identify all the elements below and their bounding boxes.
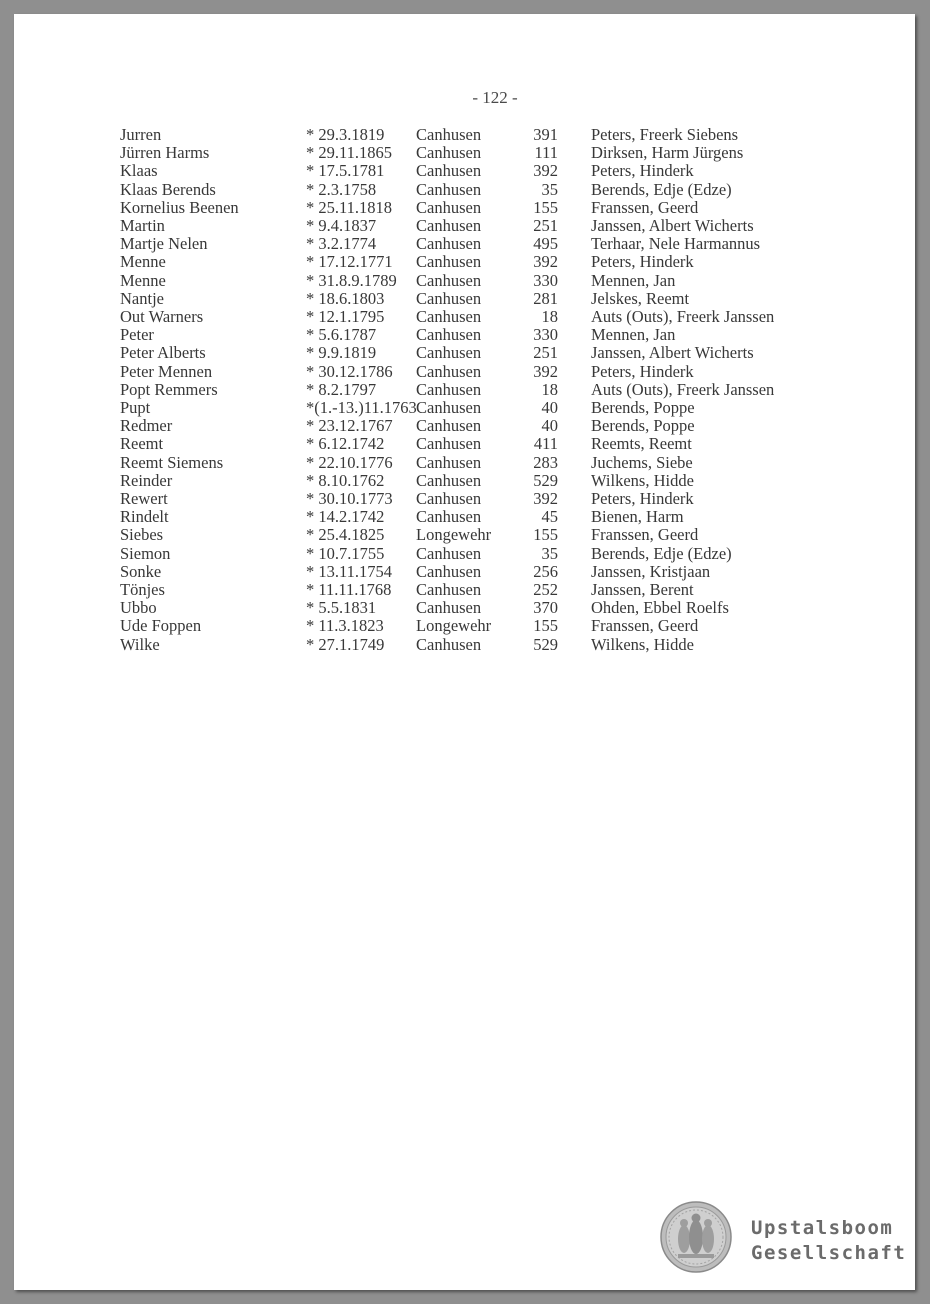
entry-parent: Peters, Hinderk — [591, 489, 694, 508]
entry-parent: Janssen, Albert Wicherts — [591, 216, 754, 235]
entry-name: Ude Foppen — [120, 616, 202, 636]
entry-place: Canhusen — [416, 361, 482, 381]
entry-parent: Franssen, Geerd — [591, 616, 699, 636]
entry-parent: Peters, Hinderk — [591, 361, 694, 381]
entry-parent: Berends, Edje (Edze) — [591, 179, 732, 199]
entry-parent: Berends, Poppe — [591, 398, 695, 417]
entry-parent: Janssen, Berent — [591, 580, 694, 599]
entry-number: 40 — [541, 416, 558, 436]
entry-date: * 8.10.1762 — [306, 470, 385, 490]
entry-name: Kornelius Beenen — [120, 197, 239, 217]
entry-row — [14, 399, 915, 417]
entry-date: * 13.11.1754 — [306, 561, 393, 581]
entry-parent: Auts (Outs), Freerk Janssen — [591, 307, 775, 326]
entry-number: 391 — [533, 125, 558, 144]
entry-place: Canhusen — [416, 561, 482, 581]
entry-number: 392 — [533, 161, 558, 181]
entry-date: * 9.4.1837 — [306, 216, 377, 235]
entry-parent: Juchems, Siebe — [591, 452, 693, 472]
entry-name: Klaas — [120, 161, 158, 181]
entry-date: * 25.11.1818 — [306, 197, 393, 217]
entry-parent: Janssen, Albert Wicherts — [591, 343, 754, 363]
entry-number: 529 — [533, 634, 558, 654]
entry-row — [14, 472, 915, 490]
entry-row — [14, 162, 915, 180]
entry-name: Jurren — [120, 125, 162, 144]
entry-number: 111 — [534, 143, 558, 163]
entry-name: Out Warners — [120, 307, 204, 326]
entry-name: Redmer — [120, 416, 173, 436]
entry-parent: Reemts, Reemt — [591, 434, 692, 454]
entry-parent: Berends, Poppe — [591, 416, 695, 436]
entry-name: Rewert — [120, 489, 168, 508]
entry-row — [14, 272, 915, 290]
entry-row — [14, 235, 915, 253]
entry-number: 252 — [533, 580, 558, 599]
entry-date: * 14.2.1742 — [306, 507, 385, 527]
entry-name: Popt Remmers — [120, 379, 218, 399]
entry-row — [14, 417, 915, 435]
entry-place: Canhusen — [416, 398, 482, 417]
entry-place: Canhusen — [416, 288, 482, 308]
entry-parent: Berends, Edje (Edze) — [591, 543, 732, 563]
entry-name: Rindelt — [120, 507, 169, 527]
entry-number: 251 — [533, 343, 558, 363]
entry-place: Canhusen — [416, 489, 482, 508]
entry-row — [14, 563, 915, 581]
entry-name: Peter Alberts — [120, 343, 206, 363]
entry-place: Canhusen — [416, 434, 482, 454]
entry-number: 392 — [533, 489, 558, 508]
entry-parent: Janssen, Kristjaan — [591, 561, 711, 581]
entry-date: * 10.7.1755 — [306, 543, 385, 563]
entry-name: Siemon — [120, 543, 171, 563]
seal-icon — [660, 1201, 732, 1273]
entry-place: Canhusen — [416, 270, 482, 290]
entry-place: Canhusen — [416, 507, 482, 527]
entry-name: Siebes — [120, 525, 164, 545]
entry-row — [14, 363, 915, 381]
entry-number: 155 — [533, 197, 558, 217]
entry-parent: Dirksen, Harm Jürgens — [591, 143, 744, 163]
entry-row — [14, 181, 915, 199]
entry-parent: Franssen, Geerd — [591, 525, 699, 545]
entry-date: * 2.3.1758 — [306, 179, 377, 199]
entry-row — [14, 381, 915, 399]
entry-date: * 29.3.1819 — [306, 125, 385, 144]
entry-number: 251 — [533, 216, 558, 235]
entry-name: Peter Mennen — [120, 361, 213, 381]
entry-parent: Ohden, Ebbel Roelfs — [591, 598, 729, 618]
entry-number: 45 — [541, 507, 558, 527]
society-name — [751, 1216, 906, 1266]
entry-place: Canhusen — [416, 197, 482, 217]
document-page — [14, 14, 915, 1290]
entry-date: * 11.3.1823 — [306, 616, 384, 636]
entry-number: 392 — [533, 361, 558, 381]
entry-name: Tönjes — [120, 580, 165, 599]
society-name-line1: Upstalsboom — [751, 1217, 894, 1239]
entry-date: * 9.9.1819 — [306, 343, 377, 363]
entry-parent: Jelskes, Reemt — [591, 288, 690, 308]
entry-name: Menne — [120, 252, 166, 272]
entry-parent: Peters, Freerk Siebens — [591, 125, 739, 144]
entry-parent: Wilkens, Hidde — [591, 634, 694, 654]
entry-number: 35 — [541, 179, 558, 199]
entry-number: 330 — [533, 325, 558, 345]
entry-date: * 3.2.1774 — [306, 234, 377, 254]
entry-name: Ubbo — [120, 598, 157, 618]
entry-date: * 30.10.1773 — [306, 489, 393, 508]
entry-number: 35 — [541, 543, 558, 563]
entry-name: Martin — [120, 216, 165, 235]
entry-place: Canhusen — [416, 125, 482, 144]
society-name-line2: Gesellschaft — [751, 1242, 907, 1264]
entry-place: Canhusen — [416, 161, 482, 181]
entry-place: Canhusen — [416, 634, 482, 654]
entry-place: Canhusen — [416, 452, 482, 472]
entry-row — [14, 508, 915, 526]
entry-number: 18 — [541, 379, 558, 399]
entry-date: * 6.12.1742 — [306, 434, 385, 454]
entry-number: 495 — [533, 234, 558, 254]
entry-date: *(1.-13.)11.1763 — [306, 398, 417, 417]
entry-row — [14, 126, 915, 144]
entry-date: * 17.12.1771 — [306, 252, 393, 272]
entry-parent: Auts (Outs), Freerk Janssen — [591, 379, 775, 399]
entry-number: 281 — [533, 288, 558, 308]
entry-number: 529 — [533, 470, 558, 490]
entry-parent: Wilkens, Hidde — [591, 470, 694, 490]
entry-parent: Peters, Hinderk — [591, 161, 694, 181]
entry-number: 392 — [533, 252, 558, 272]
entry-place: Canhusen — [416, 216, 482, 235]
entry-row — [14, 253, 915, 271]
entry-date: * 11.11.1768 — [306, 580, 392, 599]
entry-number: 18 — [541, 307, 558, 326]
entry-row — [14, 199, 915, 217]
entry-place: Canhusen — [416, 543, 482, 563]
entry-place: Canhusen — [416, 470, 482, 490]
entry-date: * 5.6.1787 — [306, 325, 377, 345]
entry-row — [14, 308, 915, 326]
entry-place: Canhusen — [416, 234, 482, 254]
entry-name: Sonke — [120, 561, 162, 581]
entry-row — [14, 326, 915, 344]
entry-parent: Franssen, Geerd — [591, 197, 699, 217]
entry-row — [14, 636, 915, 654]
entry-parent: Terhaar, Nele Harmannus — [591, 234, 761, 254]
entry-number: 155 — [533, 525, 558, 545]
entry-place: Canhusen — [416, 416, 482, 436]
entry-place: Canhusen — [416, 143, 482, 163]
entry-number: 330 — [533, 270, 558, 290]
entry-place: Canhusen — [416, 598, 482, 618]
entry-date: * 8.2.1797 — [306, 379, 377, 399]
entry-name: Reemt — [120, 434, 164, 454]
entry-row — [14, 435, 915, 453]
entry-name: Nantje — [120, 288, 164, 308]
entry-number: 370 — [533, 598, 558, 618]
entry-date: * 30.12.1786 — [306, 361, 393, 381]
entry-date: * 25.4.1825 — [306, 525, 385, 545]
entry-row — [14, 144, 915, 162]
entry-name: Klaas Berends — [120, 179, 216, 199]
entry-number: 283 — [533, 452, 558, 472]
entry-date: * 23.12.1767 — [306, 416, 393, 436]
entry-place: Canhusen — [416, 325, 482, 345]
entry-date: * 5.5.1831 — [306, 598, 377, 618]
entry-place: Longewehr — [416, 525, 492, 545]
entry-number: 155 — [533, 616, 558, 636]
entry-place: Canhusen — [416, 580, 482, 599]
entry-place: Canhusen — [416, 179, 482, 199]
entry-row — [14, 581, 915, 599]
entry-parent: Peters, Hinderk — [591, 252, 694, 272]
entry-row — [14, 454, 915, 472]
entry-date: * 18.6.1803 — [306, 288, 385, 308]
entry-date: * 17.5.1781 — [306, 161, 385, 181]
entry-row — [14, 490, 915, 508]
entry-date: * 12.1.1795 — [306, 307, 385, 326]
entry-place: Canhusen — [416, 379, 482, 399]
entry-row — [14, 526, 915, 544]
entry-row — [14, 617, 915, 635]
entry-place: Canhusen — [416, 252, 482, 272]
entry-place: Canhusen — [416, 343, 482, 363]
entry-row — [14, 290, 915, 308]
entry-date: * 29.11.1865 — [306, 143, 393, 163]
entry-name: Menne — [120, 270, 166, 290]
entry-place: Canhusen — [416, 307, 482, 326]
entry-number: 411 — [533, 434, 558, 454]
entry-row — [14, 545, 915, 563]
page-number: - 122 - — [472, 88, 518, 107]
entry-name: Reinder — [120, 470, 173, 490]
entry-row — [14, 344, 915, 362]
entry-name: Martje Nelen — [120, 234, 208, 254]
entry-date: * 31.8.9.1789 — [306, 270, 397, 290]
entry-parent: Mennen, Jan — [591, 270, 676, 290]
entry-parent: Bienen, Harm — [591, 507, 684, 527]
entry-name: Wilke — [120, 634, 160, 654]
entry-name: Peter — [120, 325, 154, 345]
entry-parent: Mennen, Jan — [591, 325, 676, 345]
entry-place: Longewehr — [416, 616, 492, 636]
entry-date: * 27.1.1749 — [306, 634, 385, 654]
entry-date: * 22.10.1776 — [306, 452, 393, 472]
entry-name: Jürren Harms — [120, 143, 210, 163]
entry-number: 40 — [541, 398, 558, 417]
entry-name: Reemt Siemens — [120, 452, 224, 472]
entry-number: 256 — [533, 561, 558, 581]
entry-name: Pupt — [120, 398, 151, 417]
entry-row — [14, 599, 915, 617]
entry-row — [14, 217, 915, 235]
